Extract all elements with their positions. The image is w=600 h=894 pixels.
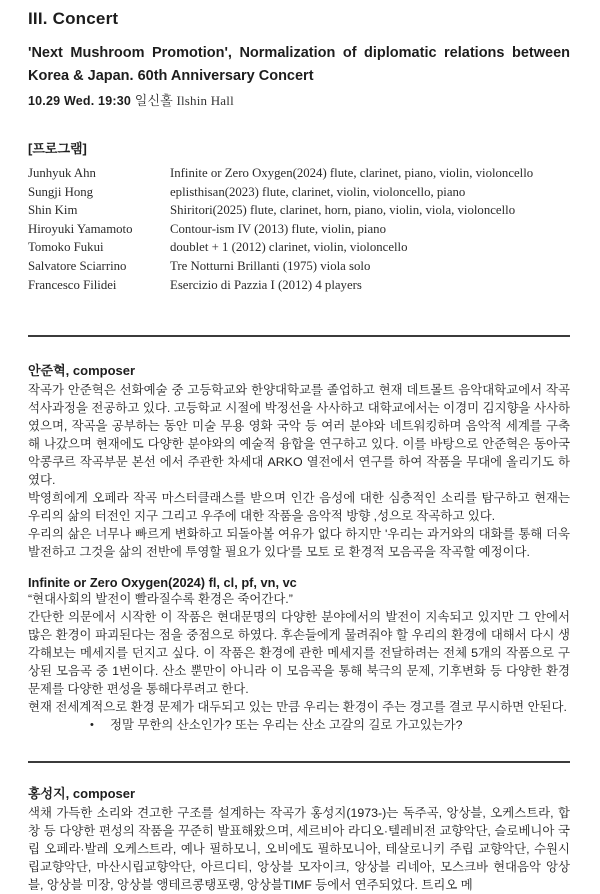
program-piece: Tre Notturni Brillanti (1975) viola solo bbox=[170, 258, 371, 273]
program-row bbox=[28, 201, 570, 220]
program-piece: Shiritori(2025) flute, clarinet, horn, piano, violin, viola, violoncello bbox=[170, 203, 516, 218]
concert-venue: 일신홀 Ilshin Hall bbox=[134, 93, 234, 108]
program-row bbox=[28, 164, 570, 183]
program-composer: Shin Kim bbox=[28, 203, 78, 218]
program-row bbox=[28, 257, 570, 276]
bullet-text: 정말 무한의 산소인가? 또는 우리는 산소 고갈의 길로 가고있는가? bbox=[110, 718, 463, 733]
program-composer: Tomoko Fukui bbox=[28, 240, 104, 255]
piece-quote: “현대사회의 발전이 빨라질수록 환경은 죽어간다.” bbox=[28, 592, 293, 607]
program-row bbox=[28, 276, 570, 295]
bio-paragraph: 박영희에게 오페라 작곡 마스터클래스를 받으며 인간 음성에 대한 심층적인 소리를 탐구하고 현재는 우리의 삶의 터전인 지구 그리고 우주에 대한 작품을 음악적 방향 ,성으로 작곡하고 있다. bbox=[28, 491, 570, 524]
concert-title: 'Next Mushroom Promotion', Normalization of diplomatic relations between Korea & Japan. 60th Anniversary Concert bbox=[28, 45, 570, 84]
bullet-item bbox=[28, 716, 570, 734]
program-label: [프로그램] bbox=[28, 141, 87, 156]
program-composer: Francesco Filidei bbox=[28, 277, 117, 292]
composer-name-heading: 홍성지, composer bbox=[28, 786, 136, 802]
program-list bbox=[28, 164, 570, 294]
bio-paragraph: 우리의 삶은 너무나 빠르게 변화하고 되돌아볼 여유가 없다 하지만 '우리는 과거와의 대화를 통해 더욱 발전하고 그것을 삶의 전반에 투영할 필요가 있다'를 모토 로 환경적 모음곡을 작곡할 예정이다. bbox=[28, 527, 570, 560]
program-composer: Sungji Hong bbox=[28, 184, 94, 199]
program-piece: eplisthisan(2023) flute, clarinet, violin, violoncello, piano bbox=[170, 184, 466, 199]
piece-paragraph: 간단한 의문에서 시작한 이 작품은 현대문명의 다양한 분야에서의 발전이 지속되고 있지만 그 안에서 많은 환경이 파괴된다는 점을 중점으로 하였다. 후손들에게 물려줘야 할 우리의 환경에 대해서 다시 생각해보는 메세지를 던지고 싶다. 이 작품은 환경에 관한 메세지를 전달하려는 전체 5개의 작품으로 구상된 모음곡 중 1번이다. 산소 뿐만이 아니라 이 모음곡을 통해 북극의 문제, 기후변화 등 다양한 환경문제를 다양한 편성을 통해다루려고 한다. bbox=[28, 610, 570, 697]
bullet-icon: • bbox=[90, 719, 94, 732]
bio-paragraph: 작곡가 안준혁은 선화예술 중 고등학교와 한양대학교를 졸업하고 현재 데트몰트 음악대학교에서 작곡 석사과정을 전공하고 있다. 고등학교 시절에 박정선을 사사하고 대학교에서는 이경미 김지향을 사사하였으며, 작곡을 공부하는 동안 미술 무용 영화 국악 등 여러 분야와 네트워킹하며 음악적 세계를 구축해 나갔으며 현재에도 다양한 분야와의 예술적 융합을 연구하고 있다. 이를 바탕으로 안준혁은 동아국악콩쿠르 작곡부문 본선 에서 주관한 차세대 ARKO 열전에서 연구를 하여 작품을 무대에 올리기도 하였다. bbox=[28, 383, 570, 488]
program-piece: Contour-ism IV (2013) flute, violin, piano bbox=[170, 221, 386, 236]
piece-paragraph: 현재 전세계적으로 환경 문제가 대두되고 있는 만큼 우리는 환경이 주는 경고를 결코 무시하면 안된다. bbox=[28, 700, 567, 715]
piece-title-heading: Infinite or Zero Oxygen(2024) fl, cl, pf, vn, vc bbox=[28, 575, 297, 591]
composer-bio-section-ahn bbox=[28, 360, 570, 561]
program-row bbox=[28, 238, 570, 257]
piece-note-section bbox=[28, 575, 570, 734]
section-divider bbox=[28, 335, 570, 337]
section-title: III. Concert bbox=[28, 9, 119, 28]
program-composer: Hiroyuki Yamamoto bbox=[28, 221, 133, 236]
concert-datetime: 10.29 Wed. 19:30 bbox=[28, 94, 132, 108]
program-row bbox=[28, 220, 570, 239]
program-composer: Junhyuk Ahn bbox=[28, 166, 96, 180]
program-piece: Infinite or Zero Oxygen(2024) flute, clarinet, piano, violin, violoncello bbox=[170, 166, 534, 180]
composer-name-heading: 안준혁, composer bbox=[28, 363, 136, 379]
program-row bbox=[28, 183, 570, 202]
date-venue-line bbox=[28, 90, 570, 109]
program-piece: Esercizio di Pazzia I (2012) 4 players bbox=[170, 277, 362, 292]
program-composer: Salvatore Sciarrino bbox=[28, 258, 127, 273]
composer-bio-section-hong bbox=[28, 783, 570, 894]
bio-paragraph: 색채 가득한 소리와 견고한 구조를 설계하는 작곡가 홍성지(1973-)는 독주곡, 앙상블, 오케스트라, 합창 등 다양한 편성의 작품을 꾸준히 발표해왔으며, 세르비아 라디오·텔레비전 교향악단, 슬로베니아 국립 오페라·발레 오케스트라, 예나 필하모니, 오비에도 필하모니아, 테살로니키 주립 교향악단, 수원시립교향악단, 마산시립교향악단, 아르디티, 앙상블 모자이크, 앙상블 리네아, 모스크바 현대음악 앙상블, 앙상블 미장, 앙상블 앵테르콩탱포랭, 앙상블TIMF 등에서 연주되었다. 트리오 메 bbox=[28, 806, 570, 893]
program-piece: doublet + 1 (2012) clarinet, violin, violoncello bbox=[170, 240, 408, 255]
section-divider bbox=[28, 761, 570, 763]
